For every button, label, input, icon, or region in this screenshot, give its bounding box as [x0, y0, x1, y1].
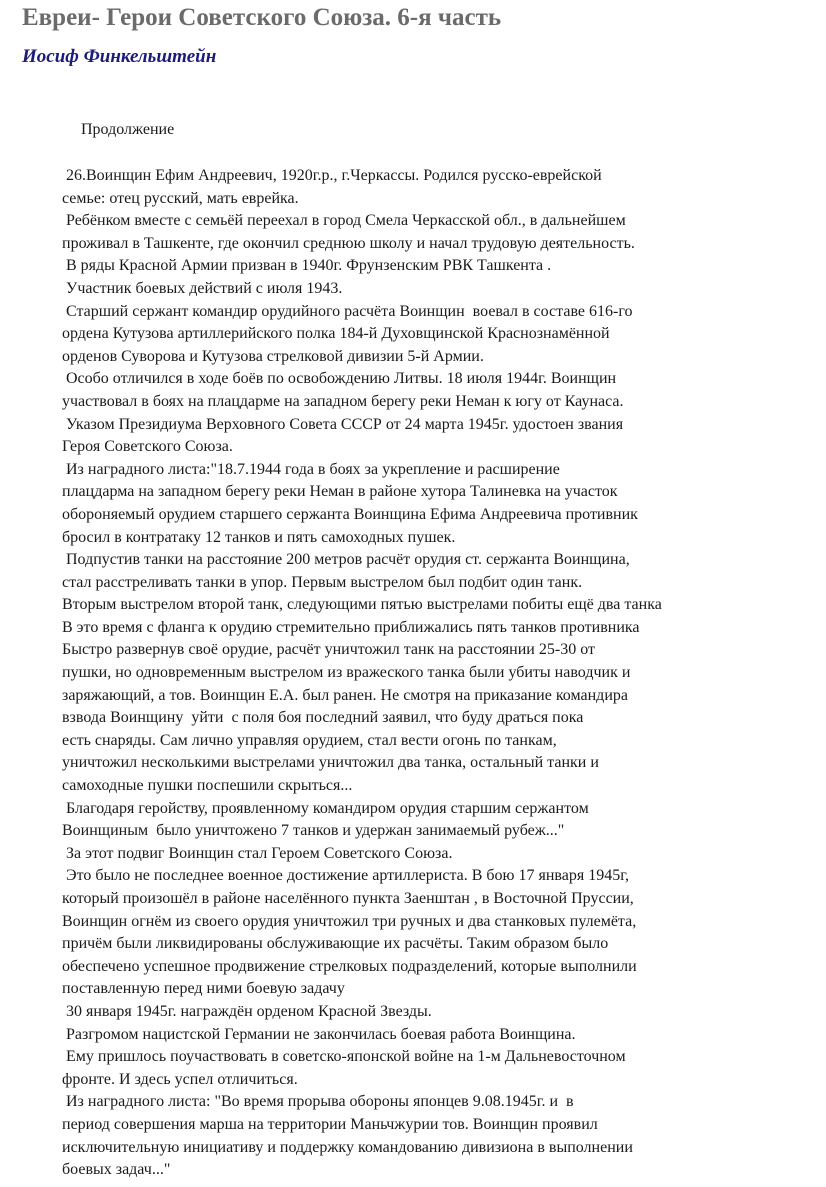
article-line: обеспечено успешное продвижение стрелковых подразделений, которые выполнили — [62, 957, 637, 975]
article-line: есть снаряды. Сам лично управляя орудием, стал вести огонь по танкам, — [62, 731, 557, 749]
article-line: Вторым выстрелом второй танк, следующими пятью выстрелами побиты ещё два танка — [62, 596, 662, 614]
article-line: Особо отличился в ходе боёв по освобождению Литвы. 18 июля 1944г. Воинщин — [62, 370, 617, 388]
article-line: взвода Воинщину уйти с поля боя последний заявил, что буду драться пока — [62, 709, 584, 727]
article-line: поставленную перед ними боевую задачу — [62, 980, 345, 998]
article-line: стал расстреливать танки в упор. Первым выстрелом был подбит один танк. — [62, 573, 583, 591]
article-line: Старший сержант командир орудийного расчёта Воинщин воевал в составе 616-го — [62, 302, 633, 320]
article-line: Воинщиным было уничтожено 7 танков и удержан занимаемый рубеж..." — [62, 822, 565, 840]
article-line: Из наградного листа: "Во время прорыва обороны японцев 9.08.1945г. и в — [62, 1093, 574, 1111]
article-line: Героя Советского Союза. — [62, 438, 233, 456]
article-line: обороняемый орудием старшего сержанта Воинщина Ефима Андреевича противник — [62, 505, 638, 523]
article-line: период совершения марша на территории Маньчжурии тов. Воинщин проявил — [62, 1115, 598, 1133]
article-line: Быстро развернув своё орудие, расчёт уничтожил танк на расстоянии 25-30 от — [62, 641, 595, 659]
article-line: 26.Воинщин Ефим Андреевич, 1920г.р., г.Черкассы. Родился русско-еврейской — [62, 167, 602, 184]
article-line: ордена Кутузова артиллерийского полка 184-й Духовщинской Краснознамённой — [62, 325, 610, 343]
article-line: 30 января 1945г. награждён орденом Красной Звезды. — [62, 1002, 432, 1020]
article-line: Благодаря геройству, проявленному командиром орудия старшим сержантом — [62, 799, 589, 817]
article-line: В это время с фланга к орудию стремительно приближались пять танков противника — [62, 618, 640, 636]
article-line: Воинщин огнём из своего орудия уничтожил три ручных и два станковых пулемёта, — [62, 912, 637, 930]
article-line: За этот подвиг Воинщин стал Героем Советского Союза. — [62, 844, 453, 862]
article-line: Ему пришлось поучаствовать в советско-японской войне на 1-м Дальневосточном — [62, 1048, 626, 1066]
article-line: семье: отец русский, мать еврейка. — [62, 189, 299, 207]
article-body — [62, 165, 822, 1182]
article-line: Подпустив танки на расстояние 200 метров расчёт орудия ст. сержанта Воинщина, — [62, 551, 630, 569]
article-line: исключительную инициативу и поддержку командованию дивизиона в выполнении — [62, 1138, 633, 1156]
article-line: бросил в контратаку 12 танков и пять самоходных пушек. — [62, 528, 456, 546]
article-line: проживал в Ташкенте, где окончил среднюю школу и начал трудовую деятельность. — [62, 234, 635, 252]
article-line: участвовал в боях на плацдарме на западном берегу реки Неман к югу от Каунаса. — [62, 392, 624, 410]
article-line: Это было не последнее военное достижение артиллериста. В бою 17 января 1945г, — [62, 867, 629, 885]
article-line: В ряды Красной Армии призван в 1940г. Фрунзенским РВК Ташкента . — [62, 257, 552, 275]
article-line: Из наградного листа:"18.7.1944 года в боях за укрепление и расширение — [62, 460, 560, 478]
article-line: заряжающий, а тов. Воинщин Е.А. был ранен. Не смотря на приказание командира — [62, 686, 628, 704]
article-line: причём были ликвидированы обслуживающие их расчёты. Таким образом было — [62, 935, 609, 953]
article-line: Разгромом нацистской Германии не закончилась боевая работа Воинщина. — [62, 1025, 576, 1043]
article-line: плацдарма на западном берегу реки Неман в районе хутора Талиневка на участок — [62, 483, 618, 501]
author-name: Иосиф Финкельштейн — [22, 46, 217, 67]
intro-text: Продолжение — [81, 121, 175, 138]
article-line: Указом Президиума Верховного Совета СССР от 24 марта 1945г. удостоен звания — [62, 415, 624, 433]
article-line: самоходные пушки поспешили скрыться... — [62, 777, 353, 795]
article-title: Евреи- Герои Советского Союза. 6-я часть — [22, 4, 502, 31]
article-line: уничтожил несколькими выстрелами уничтожил два танка, остальный танки и — [62, 754, 599, 772]
article-line: фронте. И здесь успел отличиться. — [62, 1070, 298, 1088]
article-line: Ребёнком вместе с семьёй переехал в город Смела Черкасской обл., в дальнейшем — [62, 212, 626, 230]
article-line: Участник боевых действий с июля 1943. — [62, 279, 343, 297]
article-line: орденов Суворова и Кутузова стрелковой дивизии 5-й Армии. — [62, 347, 484, 365]
article-line: который произошёл в районе населённого пункта Заенштан , в Восточной Пруссии, — [62, 890, 634, 907]
article-line: пушки, но одновременным выстрелом из вражеского танка были убиты наводчик и — [62, 664, 631, 682]
article-line: боевых задач..." — [62, 1161, 171, 1179]
